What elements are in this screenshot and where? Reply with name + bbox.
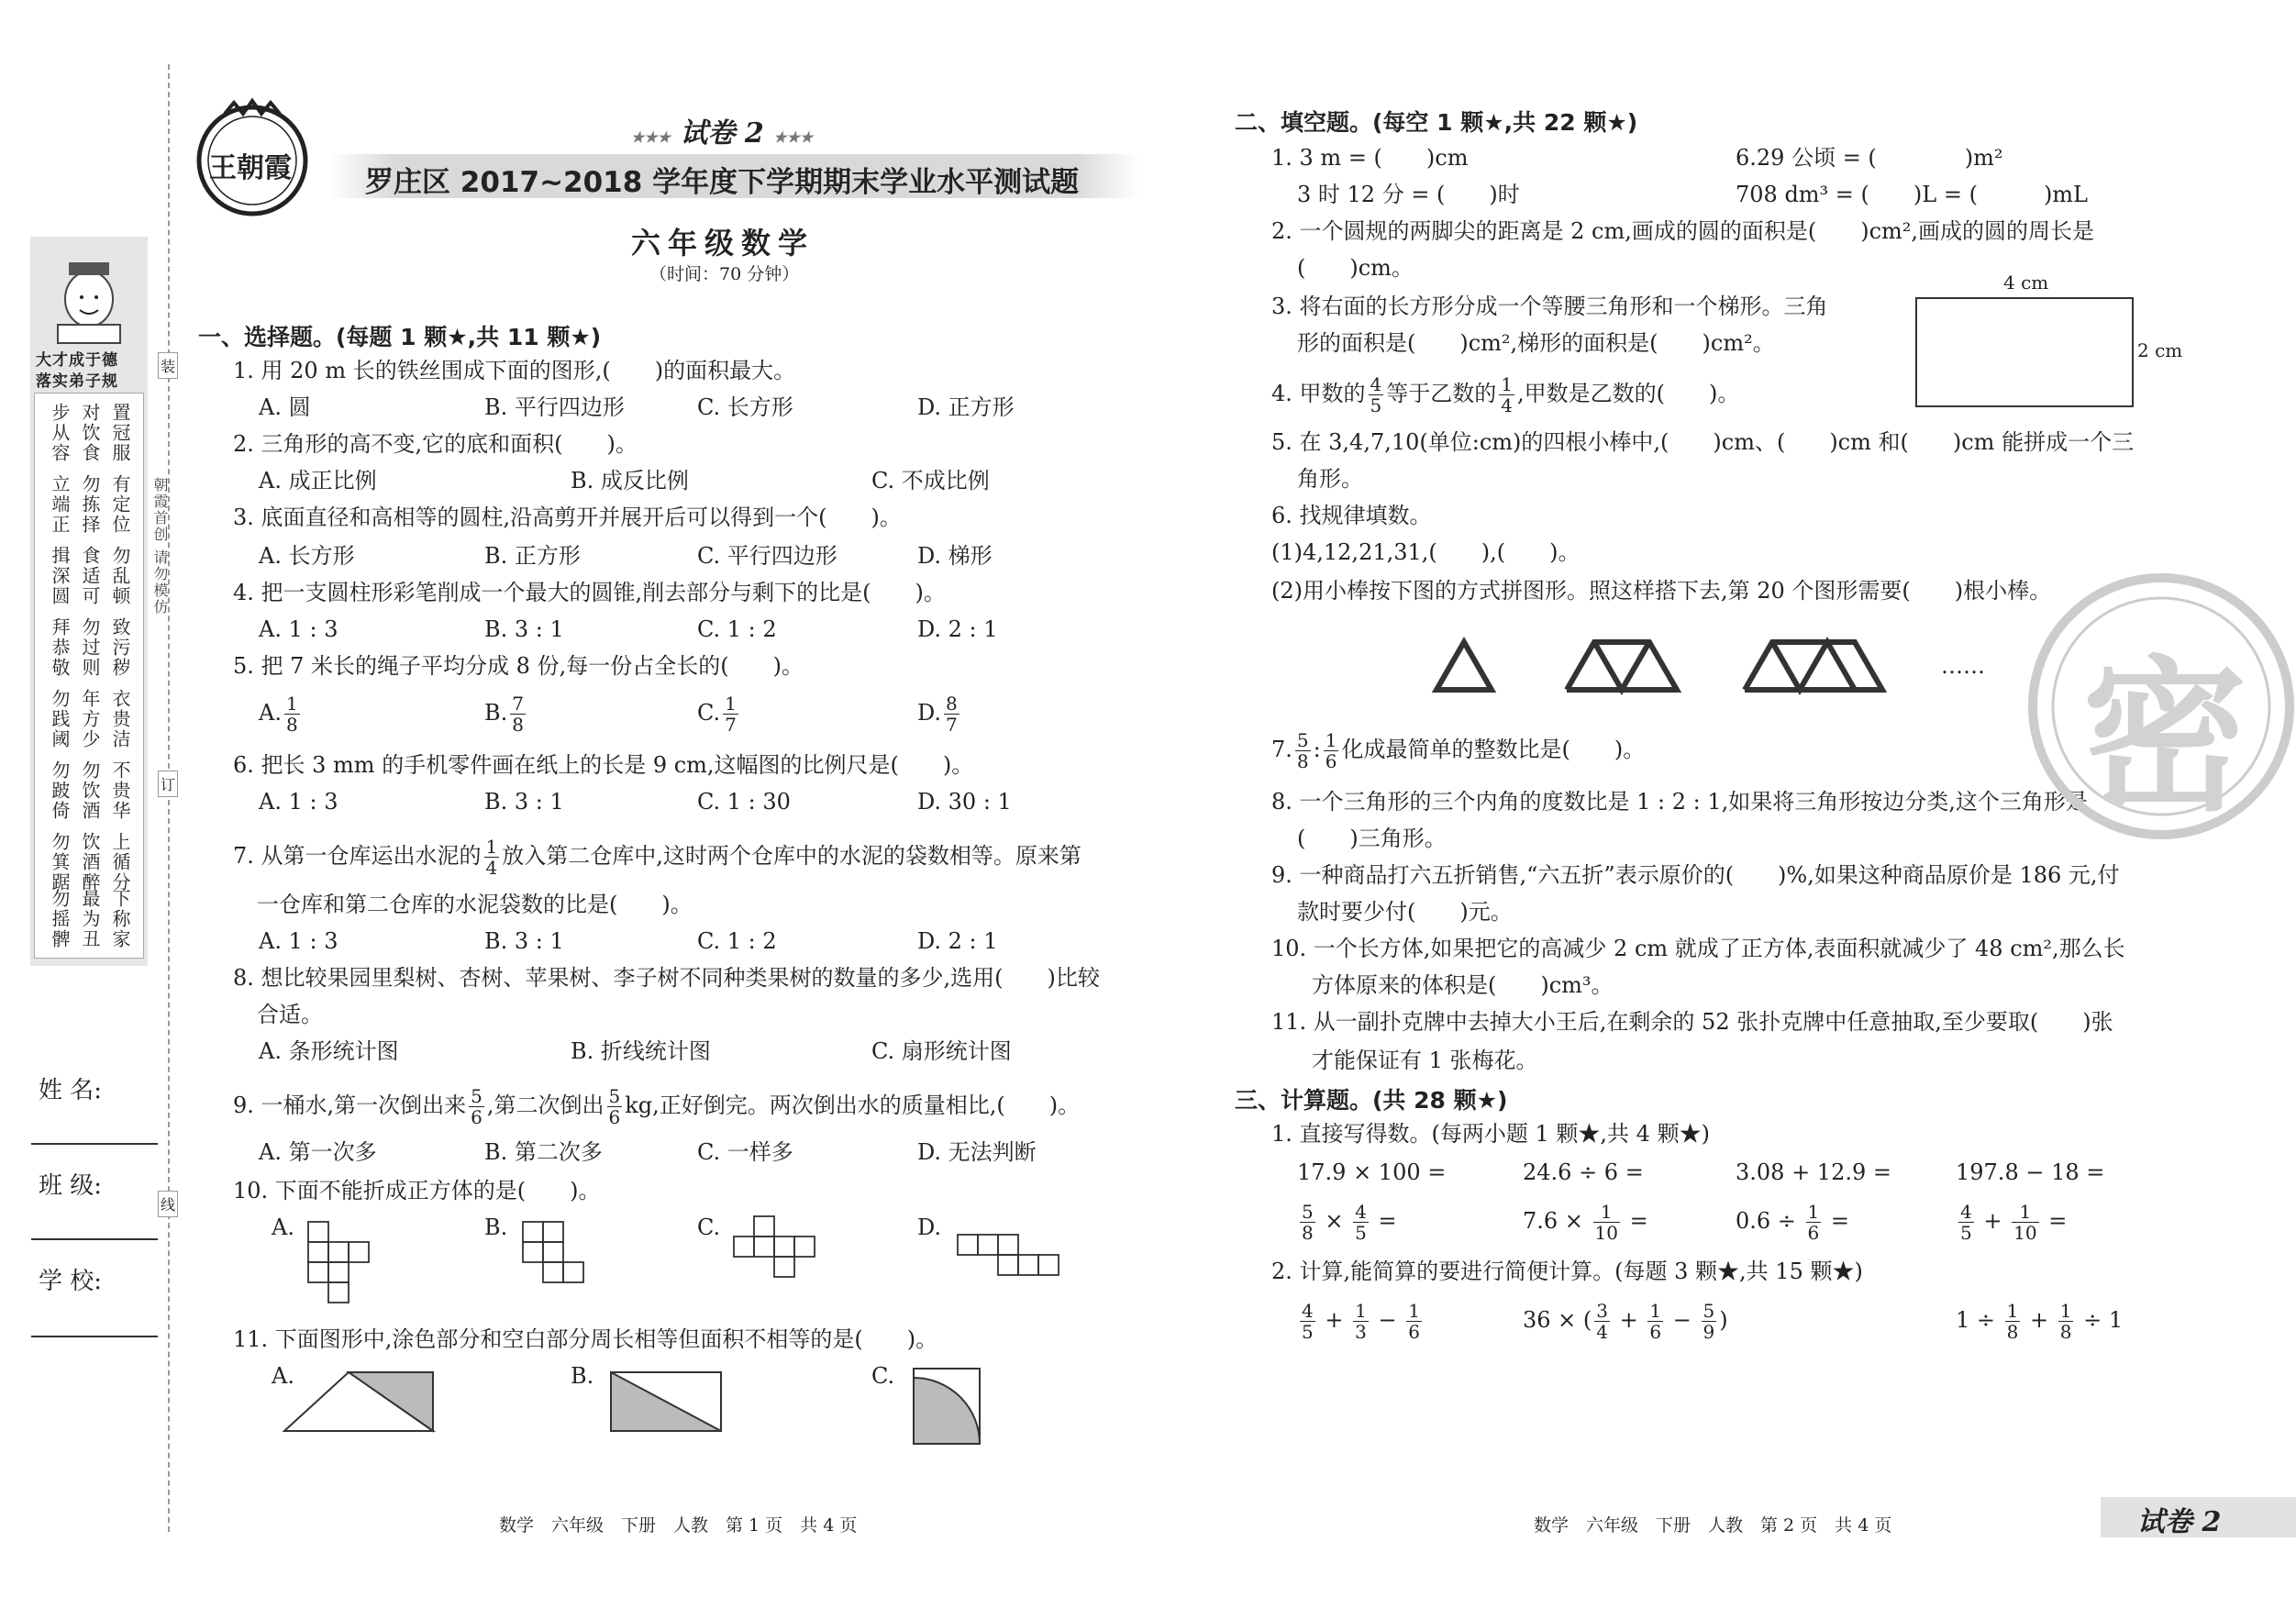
- scholar-illustration: [30, 244, 148, 345]
- option[interactable]: C. 一样多: [697, 1139, 793, 1165]
- section-2-title: 二、填空题。(每空 1 颗★,共 22 颗★): [1235, 109, 1638, 136]
- stick-pattern-3: [1741, 638, 1888, 695]
- question-2-3: 3. 将右面的长方形分成一个等腰三角形和一个梯形。三角: [1271, 294, 1828, 319]
- fraction: $\frac{8}{7}$: [946, 693, 958, 736]
- motto-line-2: 落实弟子规: [36, 372, 118, 391]
- copyright-note: 朝霞首创 请勿模仿: [151, 477, 169, 616]
- question-1-11: 11. 下面图形中,涂色部分和空白部分周长相等但面积不相等的是( )。: [233, 1326, 938, 1352]
- time-limit: （时间：70 分钟）: [649, 264, 800, 284]
- question-2-8: 8. 一个三角形的三个内角的度数比是 1 : 2 : 1,如果将三角形按边分类,这个三角形是: [1271, 789, 2088, 815]
- secret-stamp-text: 密: [2082, 640, 2248, 834]
- calc-item: $\frac{5}{8}$ × $\frac{4}{5}$ =: [1302, 1201, 1397, 1244]
- fraction: $\frac{1}{8}$: [285, 693, 298, 736]
- option[interactable]: B. 正方形: [484, 543, 581, 569]
- rule-col: 勿箕踞: [49, 832, 71, 893]
- option[interactable]: A. 1 : 3: [259, 616, 338, 642]
- rule-col: 致污秽: [109, 617, 131, 678]
- option[interactable]: D. 正方形: [917, 394, 1015, 420]
- option[interactable]: [697, 693, 741, 735]
- binding-mark-ding: 订: [158, 771, 178, 797]
- cube-net-c: [734, 1216, 826, 1290]
- calc-item: 3.08 + 12.9 =: [1736, 1159, 1891, 1185]
- rule-col: 勿摇髀: [49, 889, 71, 949]
- fraction: $\frac{5}{8}$: [1296, 729, 1309, 772]
- rule-col: 拜恭敬: [49, 617, 71, 678]
- motto-line-1: 大才成于德: [36, 351, 118, 370]
- question-1-5: 5. 把 7 米长的绳子平均分成 8 份,每一份占全长的( )。: [233, 653, 804, 679]
- option[interactable]: B. 平行四边形: [484, 394, 625, 420]
- rectangle-figure: [1915, 297, 2134, 407]
- question-2-6-2: (2)用小棒按下图的方式拼图形。照这样搭下去,第 20 个图形需要( )根小棒。: [1271, 578, 2052, 604]
- footer-left: 数学 六年级 下册 人教 第 1 页 共 4 页: [499, 1515, 858, 1536]
- binding-mark-xian: 线: [158, 1191, 178, 1217]
- question-2-5: 5. 在 3,4,7,10(单位:cm)的四根小棒中,( )cm、( )cm 和( )cm 能拼成一个三: [1271, 429, 2135, 455]
- paper-label: [631, 110, 813, 150]
- school-field[interactable]: [31, 1336, 158, 1337]
- question-2-11: 11. 从一副扑克牌中去掉大小王后,在剩余的 52 张扑克牌中任意抽取,至少要取( )张: [1271, 1009, 2113, 1035]
- calc-item: $\frac{4}{5}$ + $\frac{1}{10}$ =: [1960, 1201, 2068, 1244]
- question-1-6: 6. 把长 3 mm 的手机零件画在纸上的长是 9 cm,这幅图的比例尺是( )。: [233, 752, 974, 778]
- school-label: 学 校:: [39, 1268, 103, 1295]
- rule-col: 勿过则: [79, 617, 101, 678]
- question-1-1: 1. 用 20 m 长的铁丝围成下面的图形,( )的面积最大。: [233, 358, 796, 383]
- fraction: $\frac{1}{7}$: [725, 693, 737, 736]
- star-icon: ★★★: [631, 128, 671, 146]
- calc-item: 36 × ( $\frac{3}{4}$ + $\frac{1}{6}$ − $\frac{5}{9}$ ): [1523, 1300, 1728, 1343]
- rule-col: 揖深圆: [49, 546, 71, 606]
- fraction: $\frac{7}{8}$: [512, 693, 524, 736]
- question-1-3: 3. 底面直径和高相等的圆柱,沿高剪开并展开后可以得到一个( )。: [233, 505, 902, 530]
- stick-pattern-1: [1433, 638, 1497, 695]
- section-3-title: 三、计算题。(共 28 颗★): [1235, 1087, 1508, 1114]
- rect-width-label: 4 cm: [2003, 272, 2049, 294]
- question-3-1: 1. 直接写得数。(每两小题 1 颗★,共 4 颗★): [1271, 1121, 1710, 1147]
- option[interactable]: C. 扇形统计图: [871, 1038, 1012, 1064]
- option[interactable]: C. 不成比例: [871, 468, 990, 494]
- calc-item: 7.6 × $\frac{1}{10}$ =: [1523, 1201, 1648, 1244]
- rule-col: 上循分: [109, 832, 131, 893]
- question-2-9-cont: 款时要少付( )元。: [1297, 899, 1513, 925]
- option[interactable]: A. 1 : 3: [259, 928, 338, 954]
- rule-col: 勿乱顿: [109, 546, 131, 606]
- option[interactable]: C. 1 : 2: [697, 616, 777, 642]
- question-2-2: 2. 一个圆规的两脚尖的距离是 2 cm,画成的圆的面积是( )cm²,画成的圆的周长是: [1271, 218, 2095, 244]
- option[interactable]: C. 1 : 2: [697, 928, 777, 954]
- option[interactable]: B. 3 : 1: [484, 928, 564, 954]
- fraction: $\frac{1}{6}$: [1325, 729, 1337, 772]
- fraction: $\frac{1}{4}$: [1501, 373, 1513, 416]
- rule-col: 步从容: [49, 403, 71, 463]
- question-2-1d: 708 dm³ = ( )L = ( )mL: [1736, 182, 2088, 207]
- question-2-5-cont: 角形。: [1297, 466, 1363, 492]
- rect-height-label: 2 cm: [2137, 339, 2183, 361]
- shape-c: [914, 1369, 987, 1451]
- question-2-8-cont: ( )三角形。: [1297, 826, 1447, 851]
- calc-item: 197.8 − 18 =: [1956, 1159, 2105, 1185]
- calc-item: 1 ÷ $\frac{1}{8}$ + $\frac{1}{8}$ ÷ 1: [1956, 1300, 2124, 1343]
- calc-item: 17.9 × 100 =: [1297, 1159, 1447, 1185]
- option[interactable]: D. 无法判断: [917, 1139, 1037, 1165]
- option[interactable]: D.: [917, 1214, 942, 1240]
- brand-logo-text: 王朝霞: [209, 152, 292, 184]
- option-letter: B.: [484, 700, 508, 726]
- question-1-7: 7. 从第一仓库运出水泥的 $\frac{1}{4}$ 放入第二仓库中,这时两个仓库中的水泥的袋数相等。原来第: [233, 836, 1081, 879]
- option-letter: D.: [917, 700, 942, 726]
- name-label: 姓 名:: [39, 1077, 103, 1104]
- question-2-7: 7. $\frac{5}{8}$ : $\frac{1}{6}$ 化成最简单的整数比是( )。: [1271, 729, 1646, 772]
- option[interactable]: B. 折线统计图: [571, 1038, 711, 1064]
- option[interactable]: C. 长方形: [697, 394, 793, 420]
- option[interactable]: A.: [272, 1363, 294, 1389]
- option[interactable]: A. 成正比例: [259, 468, 377, 494]
- option[interactable]: B.: [484, 1214, 508, 1240]
- shape-b: [611, 1372, 730, 1438]
- question-1-8-cont: 合适。: [257, 1002, 323, 1027]
- option[interactable]: A. 长方形: [259, 543, 355, 569]
- rule-col: 不贵华: [109, 760, 131, 821]
- rule-col: 勿践阈: [49, 689, 71, 749]
- option[interactable]: D. 梯形: [917, 543, 993, 569]
- option[interactable]: B. 3 : 1: [484, 789, 564, 815]
- rule-col: 最为丑: [79, 889, 101, 949]
- option[interactable]: C.: [871, 1363, 895, 1389]
- rule-col: 年方少: [79, 689, 101, 749]
- rule-col: 下称家: [109, 889, 131, 949]
- motto-panel: [30, 237, 148, 966]
- cube-net-a: [308, 1222, 382, 1304]
- option[interactable]: [917, 693, 962, 735]
- shape-a: [284, 1372, 440, 1438]
- question-2-9: 9. 一种商品打六五折销售,“六五折”表示原价的( )%,如果这种商品原价是 186 元,付: [1271, 862, 2120, 888]
- section-1-title: 一、选择题。(每题 1 颗★,共 11 颗★): [198, 324, 602, 350]
- subject-title: 六年级数学: [631, 226, 815, 261]
- option[interactable]: A. 条形统计图: [259, 1038, 399, 1064]
- option[interactable]: C. 1 : 30: [697, 789, 791, 815]
- option[interactable]: B. 3 : 1: [484, 616, 564, 642]
- ellipsis: ……: [1941, 653, 1985, 679]
- question-2-1a: 1. 3 m = ( )cm: [1271, 145, 1469, 171]
- question-2-11-cont: 才能保证有 1 张梅花。: [1312, 1048, 1538, 1073]
- question-2-3-cont: 形的面积是( )cm²,梯形的面积是( )cm²。: [1297, 330, 1775, 356]
- question-1-10: 10. 下面不能折成正方体的是( )。: [233, 1178, 601, 1203]
- binding-mark-zhuang: 装: [158, 352, 178, 379]
- class-label: 班 级:: [39, 1172, 103, 1200]
- rule-col: 有定位: [109, 474, 131, 535]
- rule-col: 饮酒醉: [79, 832, 101, 893]
- stick-pattern-2: [1563, 638, 1682, 695]
- rule-col: 置冠服: [109, 403, 131, 463]
- question-2-10: 10. 一个长方体,如果把它的高减少 2 cm 就成了正方体,表面积就减少了 48 cm²,那么长: [1271, 936, 2125, 961]
- question-1-4: 4. 把一支圆柱形彩笔削成一个最大的圆锥,削去部分与剩下的比是( )。: [233, 580, 946, 605]
- cube-net-b: [523, 1222, 596, 1304]
- fraction: $\frac{4}{5}$: [1370, 373, 1382, 416]
- question-2-1c: 3 时 12 分 = ( )时: [1297, 182, 1520, 207]
- option[interactable]: A.: [272, 1214, 294, 1240]
- option[interactable]: [259, 693, 303, 735]
- class-field[interactable]: [31, 1238, 158, 1240]
- option[interactable]: D. 30 : 1: [917, 789, 1012, 815]
- option[interactable]: D. 2 : 1: [917, 928, 998, 954]
- question-1-8: 8. 想比较果园里梨树、杏树、苹果树、李子树不同种类果树的数量的多少,选用( )比较: [233, 965, 1100, 991]
- option[interactable]: A. 圆: [259, 394, 311, 420]
- rule-col: 勿拣择: [79, 474, 101, 535]
- option[interactable]: C. 平行四边形: [697, 543, 837, 569]
- rule-col: 勿跛倚: [49, 760, 71, 821]
- exam-title: 罗庄区 2017~2018 学年度下学期期末学业水平测试题: [365, 166, 1080, 199]
- option[interactable]: [484, 693, 528, 735]
- question-1-7-cont: 一仓库和第二仓库的水泥袋数的比是( )。: [257, 892, 693, 917]
- calc-item: 0.6 ÷ $\frac{1}{6}$ =: [1736, 1201, 1850, 1244]
- calc-item: $\frac{4}{5}$ + $\frac{1}{3}$ − $\frac{1}{6}$: [1302, 1300, 1420, 1343]
- fraction: $\frac{5}{6}$: [471, 1085, 482, 1128]
- option[interactable]: B.: [571, 1363, 594, 1389]
- corner-label: 试卷 2: [2137, 1506, 2222, 1538]
- fraction: $\frac{5}{6}$: [608, 1085, 621, 1128]
- option[interactable]: C.: [697, 1214, 721, 1240]
- cube-net-d: [958, 1235, 1068, 1290]
- rule-col: 对饮食: [79, 403, 101, 463]
- footer-right: 数学 六年级 下册 人教 第 2 页 共 4 页: [1534, 1515, 1892, 1536]
- question-2-10-cont: 方体原来的体积是( )cm³。: [1312, 972, 1614, 998]
- rule-col: 食适可: [79, 546, 101, 606]
- calc-item: 24.6 ÷ 6 =: [1523, 1159, 1644, 1185]
- option[interactable]: D. 2 : 1: [917, 616, 998, 642]
- question-1-2: 2. 三角形的高不变,它的底和面积( )。: [233, 431, 638, 457]
- question-2-6: 6. 找规律填数。: [1271, 503, 1432, 528]
- rule-col: 勿饮酒: [79, 760, 101, 821]
- fraction: $\frac{1}{4}$: [485, 836, 498, 879]
- question-2-6-1: (1)4,12,21,31,( ),( )。: [1271, 539, 1581, 565]
- question-2-4: 4. 甲数的 $\frac{4}{5}$ 等于乙数的 $\frac{1}{4}$ ,甲数是乙数的( )。: [1271, 373, 1740, 416]
- option[interactable]: A. 第一次多: [259, 1139, 377, 1165]
- star-icon: ★★★: [773, 128, 814, 146]
- option[interactable]: B. 第二次多: [484, 1139, 603, 1165]
- question-3-2: 2. 计算,能简算的要进行简便计算。(每题 3 颗★,共 15 颗★): [1271, 1259, 1863, 1284]
- rule-col: 立端正: [49, 474, 71, 535]
- question-2-1b: 6.29 公顷 = ( )m²: [1736, 145, 2003, 171]
- option-letter: A.: [259, 700, 282, 726]
- rules-box: [34, 393, 144, 959]
- option[interactable]: B. 成反比例: [571, 468, 689, 494]
- option-letter: C.: [697, 700, 721, 726]
- option[interactable]: A. 1 : 3: [259, 789, 338, 815]
- question-2-2-cont: ( )cm。: [1297, 255, 1414, 281]
- name-field[interactable]: [31, 1143, 158, 1145]
- paper-label-text: 试卷 2: [680, 117, 764, 150]
- question-1-9: 9. 一桶水,第一次倒出来 $\frac{5}{6}$ ,第二次倒出 $\frac{5}{6}$ kg,正好倒完。两次倒出水的质量相比,( )。: [233, 1085, 1081, 1128]
- rule-col: 衣贵洁: [109, 689, 131, 749]
- binding-dashed-line: [168, 64, 170, 1532]
